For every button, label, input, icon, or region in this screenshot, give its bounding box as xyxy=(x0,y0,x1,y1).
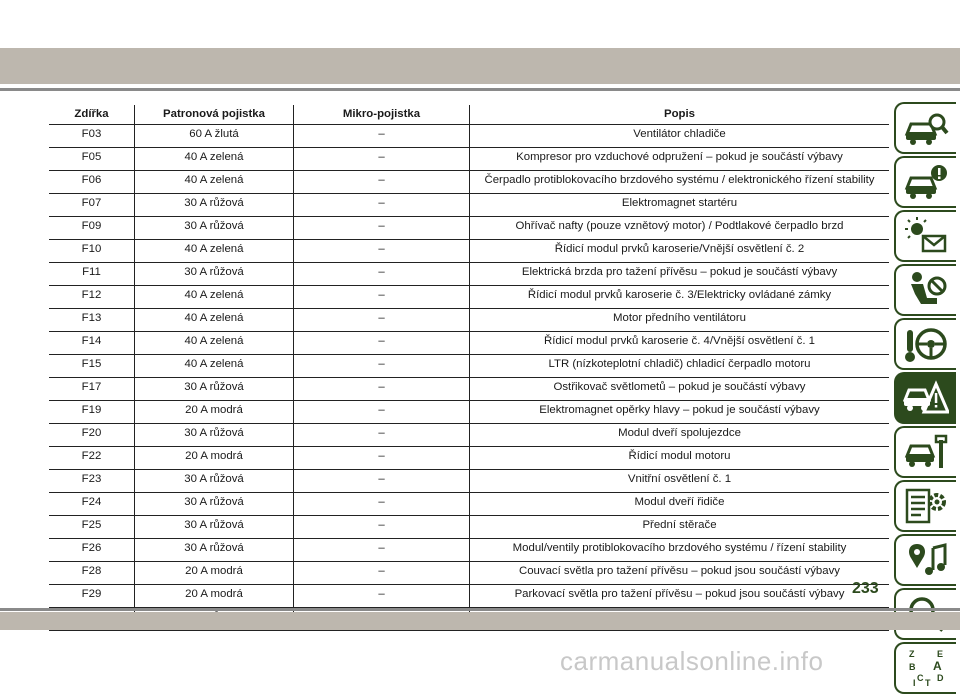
cell-description: Elektromagnet startéru xyxy=(470,194,890,217)
cell-description: Kompresor pro vzduchové odpružení – pokud je součástí výbavy xyxy=(470,148,890,171)
cell-micro-fuse: – xyxy=(294,171,470,194)
tab-car-search[interactable] xyxy=(894,102,956,154)
cell-description: LTR (nízkoteplotní chladič) chladicí čerpadlo motoru xyxy=(470,355,890,378)
cell-socket: F14 xyxy=(49,332,135,355)
cell-micro-fuse: – xyxy=(294,309,470,332)
cell-description: Modul dveří řidiče xyxy=(470,493,890,516)
cell-micro-fuse: – xyxy=(294,424,470,447)
cell-micro-fuse: – xyxy=(294,217,470,240)
header-description: Popis xyxy=(470,105,890,125)
tab-car-info[interactable] xyxy=(894,156,956,208)
cell-cartridge-fuse: 40 A zelená xyxy=(135,309,294,332)
cell-socket: F17 xyxy=(49,378,135,401)
table-body xyxy=(49,125,889,631)
cell-cartridge-fuse: 40 A zelená xyxy=(135,148,294,171)
car-service-tools-icon xyxy=(903,432,949,472)
cell-socket: F23 xyxy=(49,470,135,493)
cell-description: Parkovací světla pro tažení přívěsu – pokud jsou součástí výbavy xyxy=(470,585,890,608)
cell-description: Vnitřní osvětlení č. 1 xyxy=(470,470,890,493)
cell-description: Řídicí modul prvků karoserie č. 3/Elektricky ovládané zámky xyxy=(470,286,890,309)
table-row xyxy=(49,424,889,447)
cell-cartridge-fuse: 60 A žlutá xyxy=(135,125,294,148)
cell-micro-fuse: – xyxy=(294,585,470,608)
cell-cartridge-fuse: 40 A zelená xyxy=(135,355,294,378)
cell-socket: F25 xyxy=(49,516,135,539)
cell-socket: F22 xyxy=(49,447,135,470)
cell-micro-fuse: – xyxy=(294,516,470,539)
warning-lights-mail-icon xyxy=(903,216,949,256)
cell-cartridge-fuse: 30 A růžová xyxy=(135,263,294,286)
cell-micro-fuse: – xyxy=(294,125,470,148)
cell-micro-fuse: – xyxy=(294,148,470,171)
cell-description: Čerpadlo protiblokovacího brzdového systému / elektronického řízení stability xyxy=(470,171,890,194)
car-info-icon xyxy=(903,162,949,202)
top-rule xyxy=(0,88,960,91)
cell-micro-fuse: – xyxy=(294,263,470,286)
tab-breakdown[interactable] xyxy=(894,372,956,424)
cell-socket: F19 xyxy=(49,401,135,424)
cell-description: Modul dveří spolujezdce xyxy=(470,424,890,447)
cell-micro-fuse: – xyxy=(294,562,470,585)
cell-cartridge-fuse: 30 A růžová xyxy=(135,539,294,562)
cell-cartridge-fuse: 20 A modrá xyxy=(135,585,294,608)
steering-key-icon xyxy=(903,324,949,364)
seat-airbag-icon xyxy=(903,270,949,310)
cell-micro-fuse: – xyxy=(294,401,470,424)
cell-socket: F20 xyxy=(49,424,135,447)
cell-socket: F28 xyxy=(49,562,135,585)
media-navigation-icon xyxy=(903,540,949,580)
cell-description: Ventilátor chladiče xyxy=(470,125,890,148)
cell-socket: F03 xyxy=(49,125,135,148)
cell-cartridge-fuse: 30 A růžová xyxy=(135,516,294,539)
cell-description: Řídicí modul motoru xyxy=(470,447,890,470)
index-letter-d: D xyxy=(937,673,944,683)
car-search-icon xyxy=(903,108,949,148)
cell-micro-fuse: – xyxy=(294,286,470,309)
alphabet-index-icon xyxy=(903,648,949,688)
watermark-text: carmanualsonline.info xyxy=(560,646,824,676)
cell-cartridge-fuse: 40 A zelená xyxy=(135,332,294,355)
tab-warning-lights[interactable] xyxy=(894,210,956,262)
table-row xyxy=(49,562,889,585)
table-row xyxy=(49,516,889,539)
index-letter-e: E xyxy=(937,649,944,659)
cell-description: Modul/ventily protiblokovacího brzdového systému / řízení stability xyxy=(470,539,890,562)
table-row xyxy=(49,309,889,332)
cell-cartridge-fuse: 20 A modrá xyxy=(135,401,294,424)
cell-description: Řídicí modul prvků karoserie/Vnější osvětlení č. 2 xyxy=(470,240,890,263)
cell-micro-fuse: – xyxy=(294,378,470,401)
bottom-rule xyxy=(0,608,960,611)
index-letter-i: I xyxy=(913,678,916,688)
table-header-row xyxy=(49,105,889,125)
list-settings-icon xyxy=(903,486,949,526)
table-row xyxy=(49,585,889,608)
cell-cartridge-fuse: 30 A růžová xyxy=(135,424,294,447)
table-row xyxy=(49,171,889,194)
index-letter-b: B xyxy=(909,662,916,672)
cell-cartridge-fuse: 20 A modrá xyxy=(135,447,294,470)
car-breakdown-warning-icon xyxy=(903,378,949,418)
cell-micro-fuse: – xyxy=(294,447,470,470)
tab-service-tools[interactable] xyxy=(894,426,956,478)
cell-description: Motor předního ventilátoru xyxy=(470,309,890,332)
table-row xyxy=(49,378,889,401)
cell-description: Ostřikovač světlometů – pokud je součástí výbavy xyxy=(470,378,890,401)
cell-micro-fuse: – xyxy=(294,332,470,355)
header-micro-fuse: Mikro-pojistka xyxy=(294,105,470,125)
top-decor-band xyxy=(0,48,960,84)
cell-socket: F07 xyxy=(49,194,135,217)
cell-cartridge-fuse: 30 A růžová xyxy=(135,194,294,217)
fuse-table-container xyxy=(49,105,889,631)
table-row xyxy=(49,240,889,263)
table-row xyxy=(49,286,889,309)
cell-socket: F11 xyxy=(49,263,135,286)
fuse-table xyxy=(49,105,889,631)
cell-micro-fuse: – xyxy=(294,240,470,263)
cell-socket: F24 xyxy=(49,493,135,516)
tab-media-navigation[interactable] xyxy=(894,534,956,586)
cell-socket: F15 xyxy=(49,355,135,378)
cell-micro-fuse: – xyxy=(294,470,470,493)
cell-description: Elektrická brzda pro tažení přívěsu – pokud je součástí výbavy xyxy=(470,263,890,286)
cell-description: Couvací světla pro tažení přívěsu – pokud jsou součástí výbavy xyxy=(470,562,890,585)
cell-micro-fuse: – xyxy=(294,194,470,217)
cell-socket: F13 xyxy=(49,309,135,332)
header-socket: Zdířka xyxy=(49,105,135,125)
cell-socket: F10 xyxy=(49,240,135,263)
page-number: 233 xyxy=(852,580,879,597)
cell-cartridge-fuse: 20 A modrá xyxy=(135,562,294,585)
table-row xyxy=(49,148,889,171)
index-letter-t: T xyxy=(925,678,931,688)
cell-description: Řídicí modul prvků karoserie č. 4/Vnější osvětlení č. 1 xyxy=(470,332,890,355)
index-letter-a: A xyxy=(933,659,942,673)
cell-cartridge-fuse: 40 A zelená xyxy=(135,240,294,263)
cell-description: Ohřívač nafty (pouze vznětový motor) / Podtlakové čerpadlo brzd xyxy=(470,217,890,240)
cell-socket: F29 xyxy=(49,585,135,608)
table-row xyxy=(49,217,889,240)
cell-socket: F09 xyxy=(49,217,135,240)
cell-socket: F26 xyxy=(49,539,135,562)
table-row xyxy=(49,355,889,378)
cell-cartridge-fuse: 30 A růžová xyxy=(135,378,294,401)
table-row xyxy=(49,194,889,217)
table-row xyxy=(49,470,889,493)
cell-cartridge-fuse: 30 A růžová xyxy=(135,493,294,516)
cell-cartridge-fuse: 40 A zelená xyxy=(135,286,294,309)
cell-cartridge-fuse: 30 A růžová xyxy=(135,217,294,240)
cell-socket: F12 xyxy=(49,286,135,309)
cell-micro-fuse: – xyxy=(294,493,470,516)
cell-micro-fuse: – xyxy=(294,539,470,562)
bottom-decor-band xyxy=(0,612,960,630)
cell-description: Přední stěrače xyxy=(470,516,890,539)
index-letter-z: Z xyxy=(909,649,915,659)
cell-cartridge-fuse: 30 A růžová xyxy=(135,470,294,493)
cell-cartridge-fuse: 40 A zelená xyxy=(135,171,294,194)
index-letter-c: C xyxy=(917,673,924,683)
table-row xyxy=(49,493,889,516)
table-row xyxy=(49,332,889,355)
table-row xyxy=(49,401,889,424)
tab-alphabet-index[interactable] xyxy=(894,642,956,694)
cell-socket: F05 xyxy=(49,148,135,171)
tab-settings-list[interactable] xyxy=(894,480,956,532)
table-row xyxy=(49,539,889,562)
tab-seat-airbag[interactable] xyxy=(894,264,956,316)
header-cartridge-fuse: Patronová pojistka xyxy=(135,105,294,125)
cell-micro-fuse: – xyxy=(294,355,470,378)
cell-description: Elektromagnet opěrky hlavy – pokud je součástí výbavy xyxy=(470,401,890,424)
table-row xyxy=(49,125,889,148)
table-row xyxy=(49,263,889,286)
cell-socket: F06 xyxy=(49,171,135,194)
table-row xyxy=(49,447,889,470)
tab-steering-key[interactable] xyxy=(894,318,956,370)
